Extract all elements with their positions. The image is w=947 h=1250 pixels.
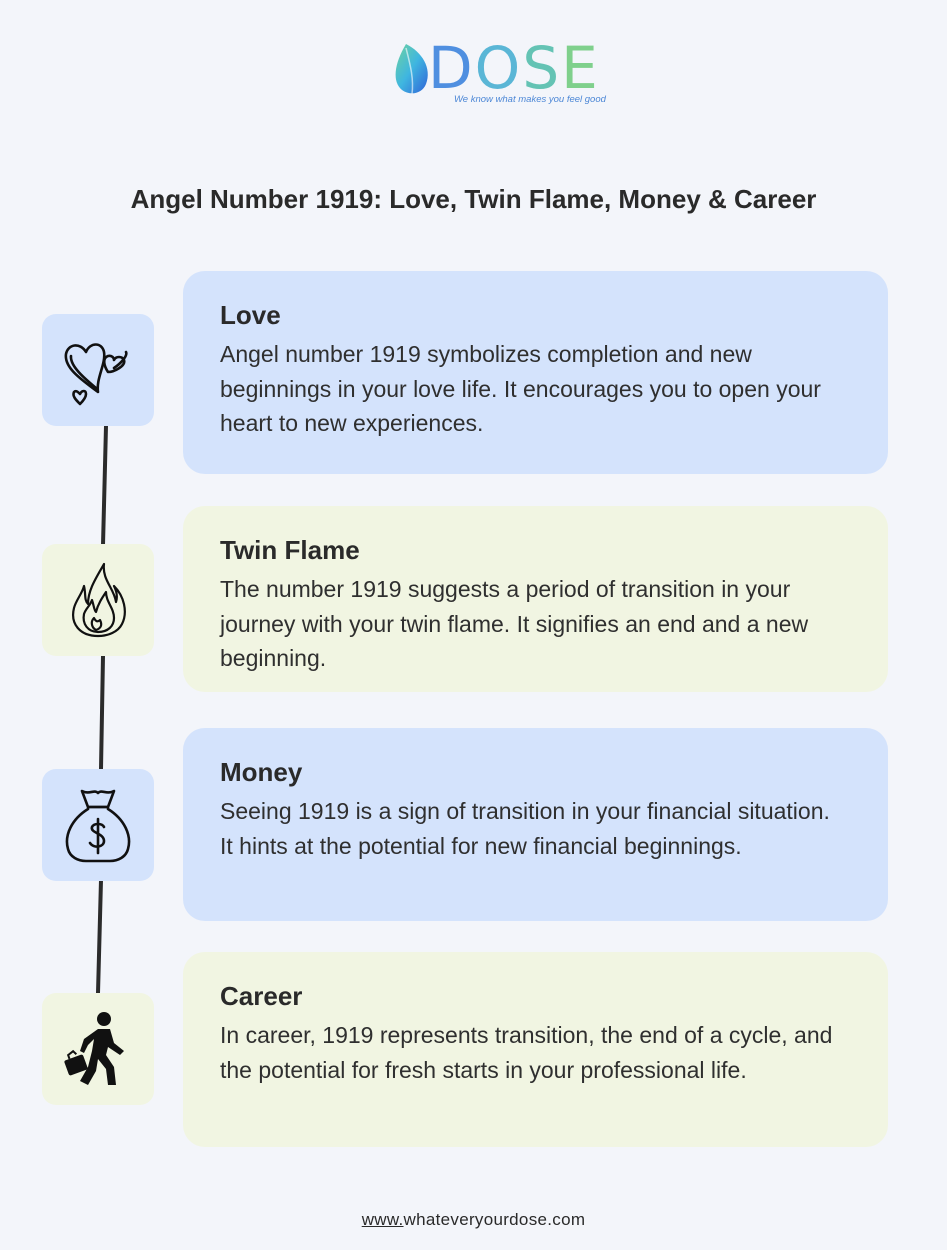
brand-logo: [392, 34, 612, 110]
walking-businessman-icon: [58, 1009, 138, 1089]
career-heading: Career: [220, 981, 303, 1011]
career-icon-box: [42, 993, 154, 1105]
twin-flame-card: [183, 506, 888, 692]
page-title: Angel Number 1919: Love, Twin Flame, Money & Career: [130, 184, 817, 214]
leaf-icon: [392, 42, 432, 96]
love-text: Angel number 1919 symbolizes completion and new beginnings in your love life. It encourages you to open your heart to new experiences.: [220, 341, 821, 436]
website-prefix: www.: [361, 1210, 404, 1229]
twin-flame-heading: Twin Flame: [220, 535, 360, 565]
money-text: Seeing 1919 is a sign of transition in your financial situation. It hints at the potential for new financial beginnings.: [220, 798, 830, 859]
money-icon-box: [42, 769, 154, 881]
website-domain: whateveryourdose.com: [403, 1210, 586, 1229]
career-card: [183, 952, 888, 1147]
flame-icon: [58, 560, 138, 640]
money-card: [183, 728, 888, 921]
twin-flame-text: The number 1919 suggests a period of transition in your journey with your twin flame. It signifies an end and a new beginning.: [220, 576, 809, 671]
brand-name: DOSE: [428, 34, 600, 102]
love-icon-box: [42, 314, 154, 426]
money-bag-icon: [58, 785, 138, 865]
love-card: [183, 271, 888, 474]
career-text: In career, 1919 represents transition, the end of a cycle, and the potential for fresh starts in your professional life.: [220, 1022, 833, 1083]
money-heading: Money: [220, 757, 303, 787]
love-heading: Love: [220, 300, 281, 330]
twin-flame-icon-box: [42, 544, 154, 656]
website-link[interactable]: [0, 1210, 947, 1230]
hearts-icon: [58, 330, 138, 410]
brand-tagline: We know what makes you feel good: [454, 94, 606, 105]
